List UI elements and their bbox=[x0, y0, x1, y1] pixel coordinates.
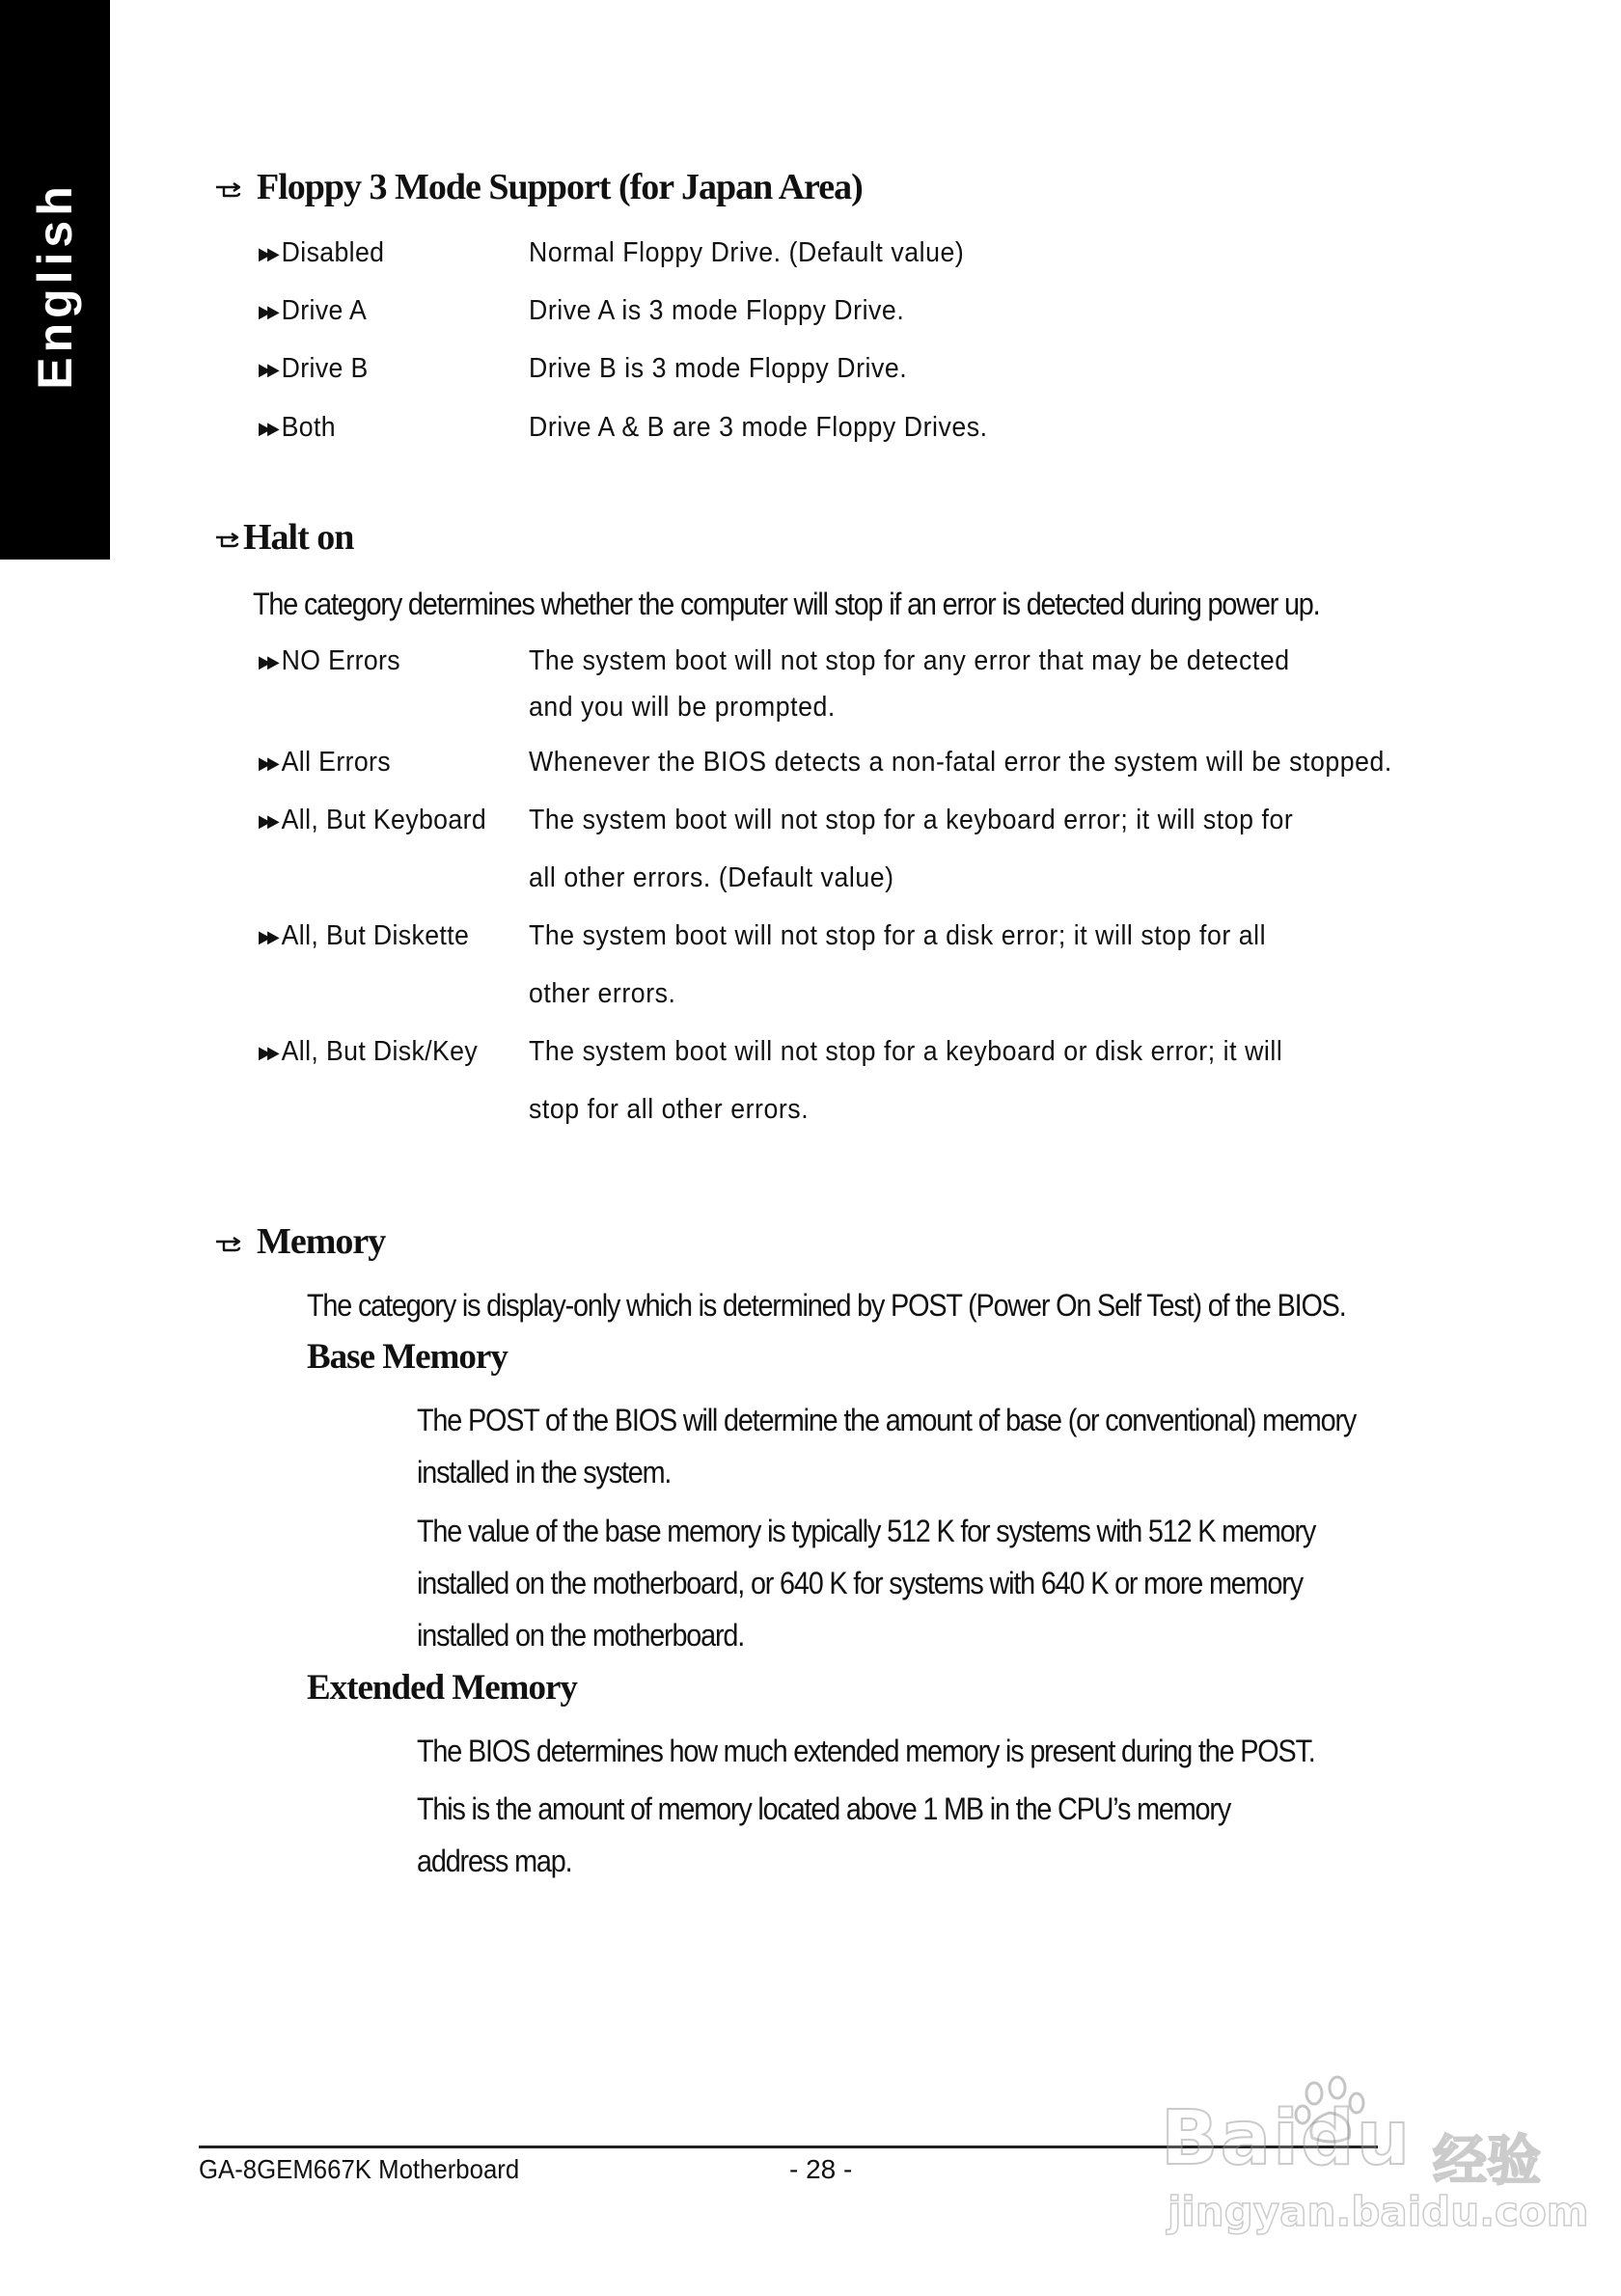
double-arrow-icon: ▶▶ bbox=[259, 1043, 277, 1062]
option-label-text: All Errors bbox=[281, 747, 392, 778]
option-description: Whenever the BIOS detects a non-fatal error the system will be stopped. bbox=[529, 747, 1392, 778]
option-description: all other errors. (Default value) bbox=[529, 862, 894, 893]
footer-model: GA-8GEM667K Motherboard bbox=[199, 2154, 520, 2184]
watermark-url: jingyan.baidu.com bbox=[1168, 2188, 1589, 2235]
option-description: The system boot will not stop for any error that may be detected bbox=[529, 645, 1290, 676]
floppy-heading bbox=[214, 166, 863, 208]
option-label bbox=[259, 805, 486, 836]
option-label bbox=[259, 353, 369, 385]
option-label bbox=[259, 237, 384, 269]
double-arrow-icon: ▶▶ bbox=[259, 927, 277, 946]
body-line: The value of the base memory is typically 512 K for systems with 512 K memory bbox=[417, 1514, 1316, 1548]
halt-heading-text: Halt on bbox=[243, 517, 354, 558]
floppy-heading-text: Floppy 3 Mode Support (for Japan Area) bbox=[257, 167, 863, 207]
option-label bbox=[259, 1036, 478, 1068]
option-label-text: Both bbox=[281, 412, 336, 443]
watermark-brand: Baidu bbox=[1161, 2095, 1413, 2182]
option-label-text: NO Errors bbox=[281, 645, 401, 676]
pointing-hand-icon bbox=[214, 1234, 251, 1255]
option-label bbox=[259, 295, 367, 327]
option-label-text: Disabled bbox=[281, 237, 385, 268]
option-label bbox=[259, 920, 469, 952]
double-arrow-icon: ▶▶ bbox=[259, 652, 277, 671]
watermark-cn: 经验 bbox=[1433, 2130, 1541, 2193]
option-label bbox=[259, 747, 391, 779]
page-number: - 28 - bbox=[789, 2154, 853, 2184]
option-description: and you will be prompted. bbox=[529, 692, 836, 723]
memory-heading-text: Memory bbox=[257, 1221, 386, 1262]
option-description: The system boot will not stop for a keyboard or disk error; it will bbox=[529, 1036, 1283, 1067]
double-arrow-icon: ▶▶ bbox=[259, 811, 277, 831]
base-memory-heading: Base Memory bbox=[307, 1337, 508, 1377]
memory-heading bbox=[214, 1220, 385, 1263]
double-arrow-icon: ▶▶ bbox=[259, 244, 277, 263]
body-line: address map. bbox=[417, 1844, 572, 1878]
memory-intro: The category is display-only which is determined by POST (Power On Self Test) of the BIOS. bbox=[307, 1288, 1346, 1323]
option-label-text: Drive B bbox=[281, 353, 369, 384]
double-arrow-icon: ▶▶ bbox=[259, 302, 277, 321]
option-description: Drive A is 3 mode Floppy Drive. bbox=[529, 295, 905, 326]
option-description: Drive B is 3 mode Floppy Drive. bbox=[529, 353, 908, 384]
extended-memory-heading: Extended Memory bbox=[307, 1668, 577, 1708]
halt-heading bbox=[214, 516, 353, 559]
option-label-text: All, But Keyboard bbox=[281, 805, 487, 835]
option-label-text: Drive A bbox=[281, 295, 368, 326]
language-side-tab bbox=[0, 0, 110, 560]
body-line: installed on the motherboard, or 640 K for systems with 640 K or more memory bbox=[417, 1566, 1303, 1600]
body-line: This is the amount of memory located above 1 MB in the CPU’s memory bbox=[417, 1791, 1231, 1826]
halt-intro: The category determines whether the computer will stop if an error is detected during power up. bbox=[253, 587, 1320, 621]
option-label bbox=[259, 412, 336, 444]
body-line: installed in the system. bbox=[417, 1455, 672, 1490]
pointing-hand-icon bbox=[214, 530, 243, 551]
option-description: The system boot will not stop for a keyboard error; it will stop for bbox=[529, 805, 1294, 835]
option-description: Normal Floppy Drive. (Default value) bbox=[529, 237, 965, 268]
body-line: The POST of the BIOS will determine the amount of base (or conventional) memory bbox=[417, 1403, 1357, 1437]
double-arrow-icon: ▶▶ bbox=[259, 753, 277, 773]
pointing-hand-icon bbox=[214, 179, 251, 201]
option-description: other errors. bbox=[529, 978, 676, 1009]
option-description: Drive A & B are 3 mode Floppy Drives. bbox=[529, 412, 988, 443]
baidu-watermark bbox=[1153, 2074, 1589, 2257]
language-label: English bbox=[28, 181, 82, 390]
option-label bbox=[259, 645, 400, 677]
option-label-text: All, But Disk/Key bbox=[281, 1036, 479, 1067]
body-line: installed on the motherboard. bbox=[417, 1618, 745, 1653]
double-arrow-icon: ▶▶ bbox=[259, 419, 277, 438]
option-description: stop for all other errors. bbox=[529, 1094, 810, 1125]
option-label-text: All, But Diskette bbox=[281, 920, 470, 951]
body-line: The BIOS determines how much extended memory is present during the POST. bbox=[417, 1734, 1315, 1768]
option-description: The system boot will not stop for a disk error; it will stop for all bbox=[529, 920, 1267, 951]
double-arrow-icon: ▶▶ bbox=[259, 360, 277, 379]
